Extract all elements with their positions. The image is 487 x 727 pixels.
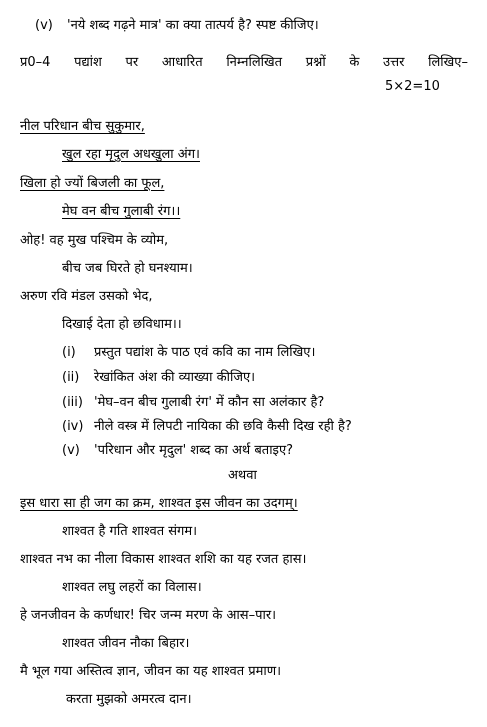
heading-word: पर bbox=[125, 55, 139, 70]
question-number: (i) bbox=[62, 345, 76, 360]
heading-word: पद्यांश bbox=[74, 55, 102, 70]
poem1-line: खिला हो ज्यों बिजली का फूल, bbox=[20, 176, 165, 191]
question-item bbox=[62, 419, 352, 435]
question-number: (ii) bbox=[62, 370, 80, 385]
poem2-line: हे जनजीवन के कर्णधार! चिर जन्म मरण के आस–पार। bbox=[20, 608, 277, 623]
poem2-line: इस धारा सा ही जग का क्रम, शाश्वत इस जीवन का उदगम्। bbox=[20, 496, 298, 511]
heading-word: उत्तर bbox=[383, 55, 405, 70]
poem1-line: मेघ वन बीच गुलाबी रंग।। bbox=[62, 204, 181, 219]
heading-word: प्र0–4 bbox=[20, 55, 51, 70]
question-item bbox=[62, 395, 324, 411]
question-number: (iv) bbox=[62, 419, 84, 434]
poem1-line: ओह! वह मुख पश्चिम के व्योम, bbox=[20, 233, 169, 248]
question-text: 'परिधान और मृदुल' शब्द का अर्थ बताइए? bbox=[94, 443, 294, 458]
question-item bbox=[62, 370, 255, 386]
heading-word: के bbox=[349, 55, 360, 70]
heading-word: लिखिए– bbox=[428, 55, 468, 70]
question-v-top bbox=[35, 18, 319, 34]
poem2-line: मै भूल गया अस्तित्व ज्ञान, जीवन का यह शाश्वत प्रमाण। bbox=[20, 664, 282, 679]
question-text: प्रस्तुत पद्यांश के पाठ एवं कवि का नाम लिखिए। bbox=[94, 345, 316, 360]
poem2-line: शाश्वत जीवन नौका बिहार। bbox=[62, 636, 190, 651]
question-text: रेखांकित अंश की व्याख्या कीजिए। bbox=[94, 370, 256, 385]
question-number: (v) bbox=[35, 18, 53, 33]
poem2-line: शाश्वत है गति शाश्वत संगम। bbox=[62, 524, 198, 539]
question-4-heading bbox=[20, 52, 468, 70]
poem2-line: शाश्वत लघु लहरों का विलास। bbox=[62, 580, 202, 595]
heading-word: आधारित bbox=[161, 55, 203, 70]
poem1-line: नील परिधान बीच सुकुमार, bbox=[20, 119, 145, 134]
question-text: नीले वस्त्र में लिपटी नायिका की छवि कैसी दिख रही है? bbox=[94, 419, 352, 434]
question-number: (v) bbox=[62, 443, 80, 458]
poem1-line: बीच जब घिरते हो घनश्याम। bbox=[62, 261, 193, 276]
poem1-line: दिखाई देता हो छविधाम।। bbox=[62, 317, 182, 332]
poem1-line: खुल रहा मृदुल अधखुला अंग। bbox=[62, 147, 200, 162]
question-item bbox=[62, 345, 315, 361]
poem2-line: करता मुझको अमरत्व दान। bbox=[66, 692, 192, 707]
question-item bbox=[62, 443, 293, 459]
or-label: अथवा bbox=[228, 468, 257, 483]
heading-word: निम्नलिखित bbox=[226, 55, 283, 70]
marks: 5×2=10 bbox=[385, 79, 440, 94]
heading-word: प्रश्नों bbox=[305, 55, 326, 70]
question-number: (iii) bbox=[62, 395, 83, 410]
question-text: 'नये शब्द गढ़ने मात्र' का क्या तात्पर्य है? स्पष्ट कीजिए। bbox=[67, 18, 319, 33]
question-text: 'मेघ–वन बीच गुलाबी रंग' में कौन सा अलंकार है? bbox=[94, 395, 325, 410]
poem1-line: अरुण रवि मंडल उसको भेद, bbox=[20, 289, 153, 304]
poem2-line: शाश्वत नभ का नीला विकास शाश्वत शशि का यह रजत हास। bbox=[20, 552, 307, 567]
